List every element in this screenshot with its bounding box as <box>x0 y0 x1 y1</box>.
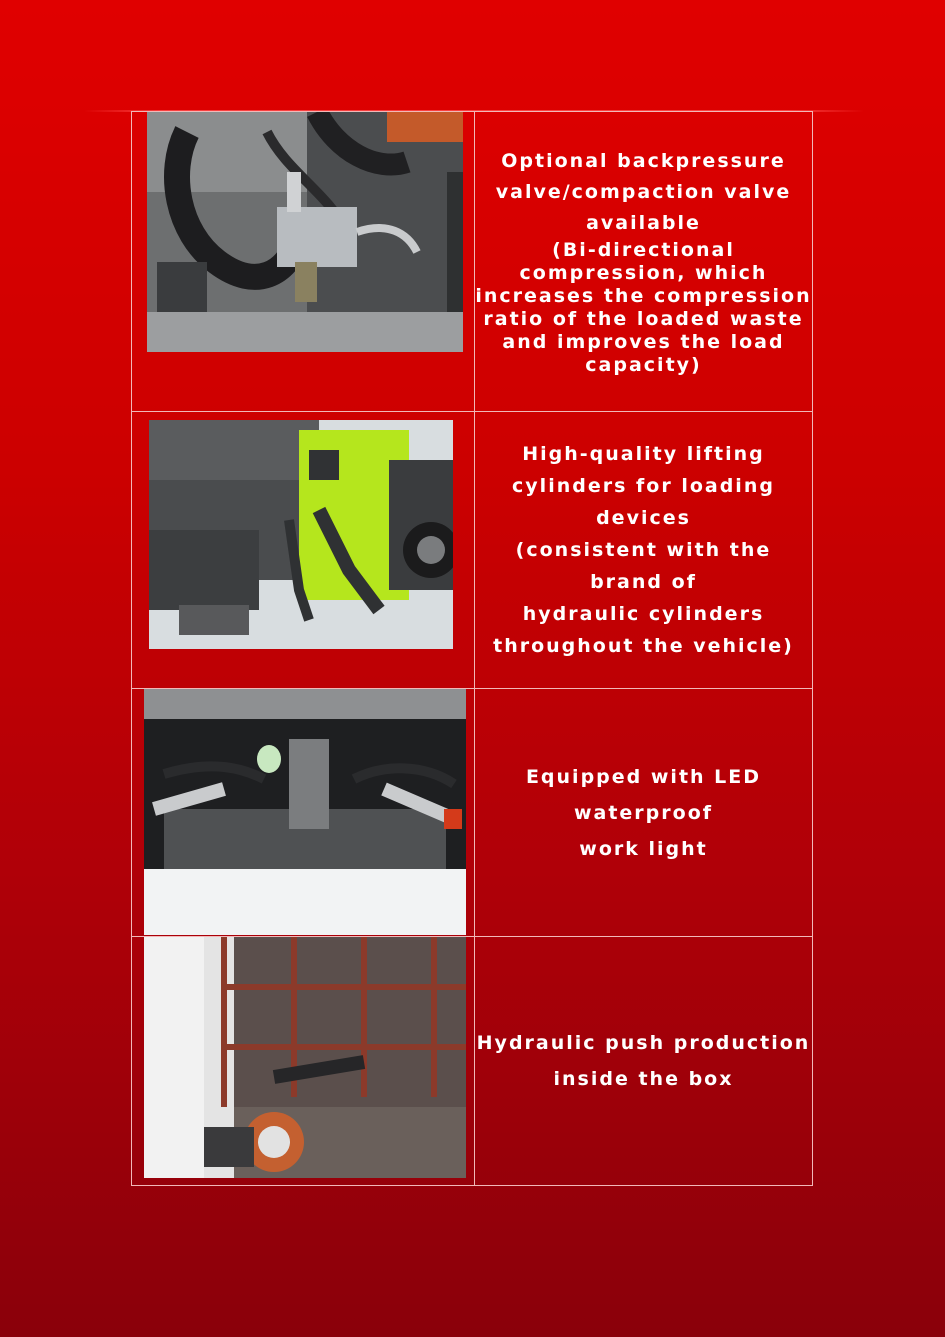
feature-image-cell <box>132 412 475 689</box>
caption-line: (consistent with the brand of <box>515 539 772 593</box>
feature-caption <box>475 759 812 867</box>
feature-text-cell <box>475 937 813 1186</box>
feature-caption <box>475 146 812 377</box>
led-light-photo <box>144 689 466 935</box>
hydraulic-push-photo <box>144 937 466 1178</box>
caption-line: High-quality lifting <box>522 443 765 465</box>
feature-text-cell <box>475 112 813 412</box>
feature-caption <box>475 1025 812 1097</box>
caption-line: throughout the vehicle) <box>493 635 794 657</box>
caption-line: Equipped with LED waterproof <box>525 765 762 824</box>
feature-image-cell <box>132 937 475 1186</box>
caption-line: valve/compaction valve <box>495 181 792 203</box>
feature-row <box>132 689 813 937</box>
caption-line: increases the compression <box>475 285 812 307</box>
valve-photo <box>147 112 463 352</box>
feature-image-cell <box>132 689 475 937</box>
caption-line: devices <box>596 507 691 529</box>
feature-row <box>132 412 813 689</box>
feature-image-cell <box>132 112 475 412</box>
feature-table <box>131 111 813 1186</box>
caption-line: compression, which <box>519 262 768 284</box>
caption-line: Hydraulic push production <box>476 1032 811 1054</box>
feature-text-cell <box>475 689 813 937</box>
feature-caption <box>475 438 812 662</box>
feature-text-cell <box>475 412 813 689</box>
feature-row <box>132 937 813 1186</box>
feature-row <box>132 112 813 412</box>
caption-line: Optional backpressure <box>501 150 786 172</box>
caption-line: inside the box <box>553 1068 734 1090</box>
lifting-cylinder-photo <box>149 420 453 649</box>
caption-line: hydraulic cylinders <box>522 603 765 625</box>
caption-line: work light <box>579 837 708 860</box>
caption-line: and improves the load <box>502 331 785 353</box>
caption-line: available <box>586 212 701 234</box>
caption-line: ratio of the loaded waste <box>483 308 804 330</box>
caption-line: (Bi-directional <box>552 239 735 261</box>
caption-line: capacity) <box>585 354 702 376</box>
caption-line: cylinders for loading <box>512 475 775 497</box>
